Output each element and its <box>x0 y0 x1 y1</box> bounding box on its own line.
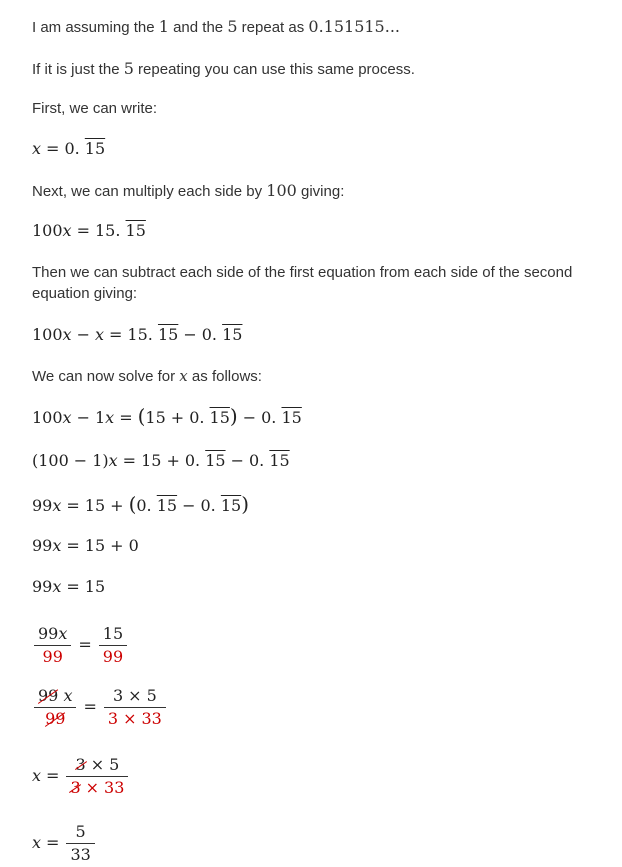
intro-assumption: I am assuming the 1 and the 5 repeat as 0.151515... <box>32 17 400 36</box>
step-subtract-text: Then we can subtract each side of the first equation from each side of the second equation giving: <box>32 264 573 302</box>
cancelled-99-numerator: 99 <box>38 686 59 705</box>
equation-subtract: 100x − x = 15. 15 − 0. 15 <box>32 325 243 344</box>
cancelled-3-denominator: 3 <box>70 778 81 797</box>
cancelled-3-numerator: 3 <box>75 755 86 774</box>
equation-cancel-99: $\frac{99 x}{99}$ = $\frac{3 \times 5}{3 \times 33}$ <box>32 686 168 729</box>
fraction-lhs: $\frac{99x}{99}$ <box>34 624 71 667</box>
equation-divide: $\frac{99x}{99}$ = $\frac{15}{99}$ <box>32 624 129 667</box>
intro-alternative: If it is just the 5 repeating you can use this same process. <box>32 59 415 78</box>
equation-solve-3: 99x = 15 + (0. 15 − 0. 15) <box>32 492 250 516</box>
step-first-text: First, we can write: <box>32 100 158 117</box>
fraction-cancelled-lhs: $\frac{99 x}{99}$ <box>34 686 76 729</box>
equation-100x: 100x = 15. 15 <box>32 221 146 240</box>
fraction-cancel-3: $\frac{3 \times 5}{3 \times 33}$ <box>66 755 128 798</box>
equation-solve-2: (100 − 1)x = 15 + 0. 15 − 0. 15 <box>32 451 290 470</box>
equation-solve-1: 100x − 1x = (15 + 0. 15) − 0. 15 <box>32 404 302 428</box>
fraction-answer: $\frac{5}{33}$ <box>66 822 94 865</box>
fraction-factored: $\frac{3 \times 5}{3 \times 33}$ <box>104 686 166 729</box>
equation-solve-4: 99x = 15 + 0 <box>32 536 139 555</box>
step-next-text: Next, we can multiply each side by 100 giving: <box>32 181 345 200</box>
step-solve-text: We can now solve for x as follows: <box>32 367 262 385</box>
equation-final-answer: x = $\frac{5}{33}$ <box>32 822 97 865</box>
equation-x-def: x = 0. 15 <box>32 139 106 158</box>
equation-cancel-3: x = $\frac{3 \times 5}{3 \times 33}$ <box>32 755 130 798</box>
equation-solve-5: 99x = 15 <box>32 577 106 596</box>
cancelled-99-denominator: 99 <box>45 709 66 728</box>
fraction-rhs: $\frac{15}{99}$ <box>99 624 127 667</box>
